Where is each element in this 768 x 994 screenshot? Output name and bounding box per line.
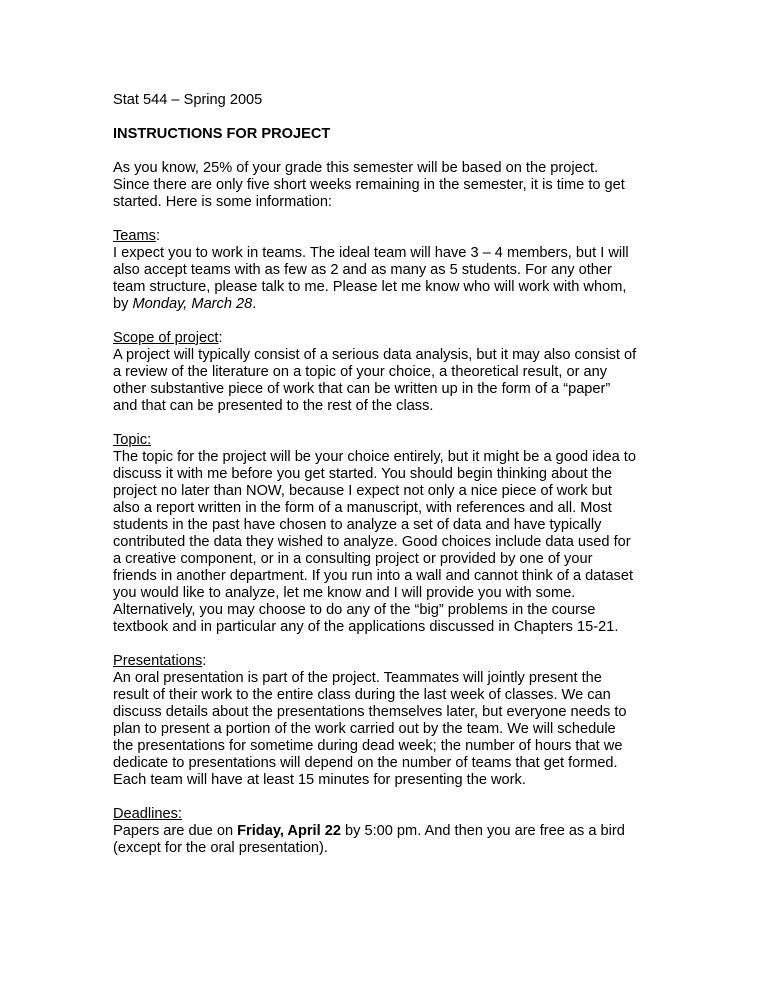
teams-deadline-line — [113, 296, 661, 313]
topic-line: contributed the data they wished to analyze. Good choices include data used for — [113, 534, 631, 550]
presentations-line: An oral presentation is part of the project. Teammates will jointly present the — [113, 670, 602, 686]
teams-deadline-prefix: by — [113, 296, 133, 312]
topic-line: textbook and in particular any of the applications discussed in Chapters 15-21. — [113, 619, 619, 635]
deadlines-due-date: Friday, April 22 — [237, 823, 341, 839]
deadlines-suffix: by 5:00 pm. And then you are free as a bird — [340, 823, 625, 839]
spacer — [113, 143, 661, 160]
scope-section — [113, 330, 661, 415]
presentations-line: the presentations for sometime during dead week; the number of hours that we — [113, 738, 623, 754]
intro-paragraph — [113, 160, 661, 211]
topic-line: project no later than NOW, because I expect not only a nice piece of work but — [113, 483, 612, 499]
teams-heading-colon: : — [155, 228, 161, 244]
topic-line: also a report written in the form of a manuscript, with references and all. Most — [113, 500, 612, 516]
topic-line: The topic for the project will be your choice entirely, but it might be a good idea to — [113, 449, 636, 465]
topic-line: students in the past have chosen to analyze a set of data and have typically — [113, 517, 602, 533]
teams-line: I expect you to work in teams. The ideal team will have 3 – 4 members, but I will — [113, 245, 629, 261]
presentations-line: dedicate to presentations will depend on the number of teams that get formed. — [113, 755, 618, 771]
spacer — [113, 789, 661, 806]
deadlines-section — [113, 806, 661, 857]
presentations-heading-colon: : — [202, 653, 207, 669]
teams-line: team structure, please talk to me. Please let me know who will work with whom, — [113, 279, 627, 295]
scope-line: a review of the literature on a topic of your choice, a theoretical result, or any — [113, 364, 608, 380]
scope-heading — [113, 330, 661, 347]
scope-line: and that can be presented to the rest of the class. — [113, 398, 434, 414]
scope-line: A project will typically consist of a serious data analysis, but it may also consist of — [113, 347, 637, 363]
spacer — [113, 313, 661, 330]
spacer — [113, 211, 661, 228]
topic-line: a creative component, or in a consulting project or provided by one of your — [113, 551, 593, 567]
deadlines-line — [113, 823, 661, 840]
course-line: Stat 544 – Spring 2005 — [113, 92, 263, 108]
teams-deadline-suffix: . — [252, 296, 257, 312]
topic-line: friends in another department. If you run into a wall and cannot think of a dataset — [113, 568, 634, 584]
document-page — [113, 92, 661, 857]
teams-heading — [113, 228, 661, 245]
presentations-line: Each team will have at least 15 minutes for presenting the work. — [113, 772, 526, 788]
topic-line: you would like to analyze, let me know and I will provide you with some. — [113, 585, 576, 601]
teams-line: also accept teams with as few as 2 and as many as 5 students. For any other — [113, 262, 612, 278]
intro-line: Since there are only five short weeks remaining in the semester, it is time to get — [113, 177, 625, 193]
scope-line: other substantive piece of work that can be written up in the form of a “paper” — [113, 381, 611, 397]
presentations-heading — [113, 653, 661, 670]
presentations-section — [113, 653, 661, 789]
presentations-line: discuss details about the presentations themselves later, but everyone needs to — [113, 704, 627, 720]
presentations-line: result of their work to the entire class during the last week of classes. We can — [113, 687, 611, 703]
document-title: INSTRUCTIONS FOR PROJECT — [113, 126, 331, 142]
topic-heading: Topic: — [113, 432, 152, 448]
presentations-line: plan to present a portion of the work carried out by the team. We will schedule — [113, 721, 616, 737]
spacer — [113, 415, 661, 432]
spacer — [113, 636, 661, 653]
teams-heading-text: Teams — [113, 228, 156, 244]
topic-line: Alternatively, you may choose to do any of the “big” problems in the course — [113, 602, 596, 618]
deadlines-prefix: Papers are due on — [113, 823, 238, 839]
intro-line: As you know, 25% of your grade this semester will be based on the project. — [113, 160, 599, 176]
topic-section — [113, 432, 661, 636]
spacer — [113, 109, 661, 126]
presentations-heading-text: Presentations — [113, 653, 203, 669]
teams-deadline-date: Monday, March 28 — [132, 296, 253, 312]
scope-heading-colon: : — [218, 330, 223, 346]
scope-heading-text: Scope of project — [113, 330, 219, 346]
deadlines-line: (except for the oral presentation). — [113, 840, 328, 856]
teams-section — [113, 228, 661, 313]
intro-line: started. Here is some information: — [113, 194, 332, 210]
deadlines-heading: Deadlines: — [113, 806, 182, 822]
topic-line: discuss it with me before you get started. You should begin thinking about the — [113, 466, 612, 482]
